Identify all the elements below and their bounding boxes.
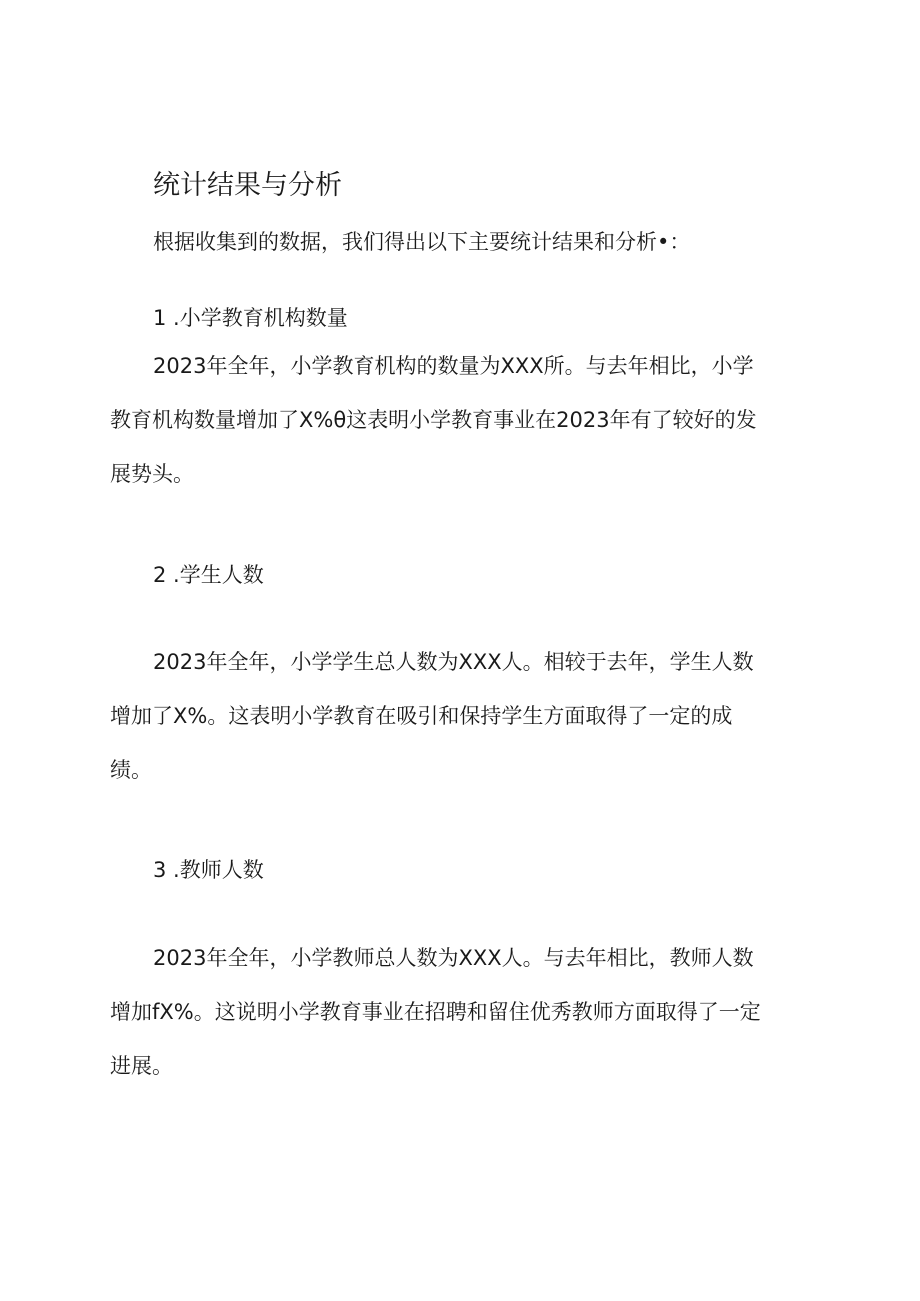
paragraph-line: 2023年全年，小学教师总人数为XXX人。与去年相比，教师人数 xyxy=(153,946,754,970)
section-paragraph-institutions xyxy=(110,339,810,501)
paragraph-line: 展势头。 xyxy=(110,462,194,486)
paragraph-line: 2023年全年，小学学生总人数为XXX人。相较于去年，学生人数 xyxy=(153,650,754,674)
paragraph-line: 绩。 xyxy=(110,758,152,782)
section-heading-students: 2 .学生人数 xyxy=(153,563,264,587)
section-heading-institutions: 1 .小学教育机构数量 xyxy=(153,306,348,330)
section-paragraph-students xyxy=(110,635,810,797)
paragraph-line: 进展。 xyxy=(110,1054,173,1078)
page-title: 统计结果与分析 xyxy=(153,170,342,201)
paragraph-line: 2023年全年，小学教育机构的数量为XXX所。与去年相比，小学 xyxy=(153,354,754,378)
paragraph-line: 增加了X%。这表明小学教育在吸引和保持学生方面取得了一定的成 xyxy=(110,704,733,728)
paragraph-line: 增加fX%。这说明小学教育事业在招聘和留住优秀教师方面取得了一定 xyxy=(110,1000,761,1024)
intro-paragraph: 根据收集到的数据，我们得出以下主要统计结果和分析•： xyxy=(153,230,691,254)
paragraph-line: 教育机构数量增加了X%θ这表明小学教育事业在2023年有了较好的发 xyxy=(110,408,757,432)
section-heading-teachers: 3 .教师人数 xyxy=(153,858,264,882)
section-paragraph-teachers xyxy=(110,931,810,1093)
